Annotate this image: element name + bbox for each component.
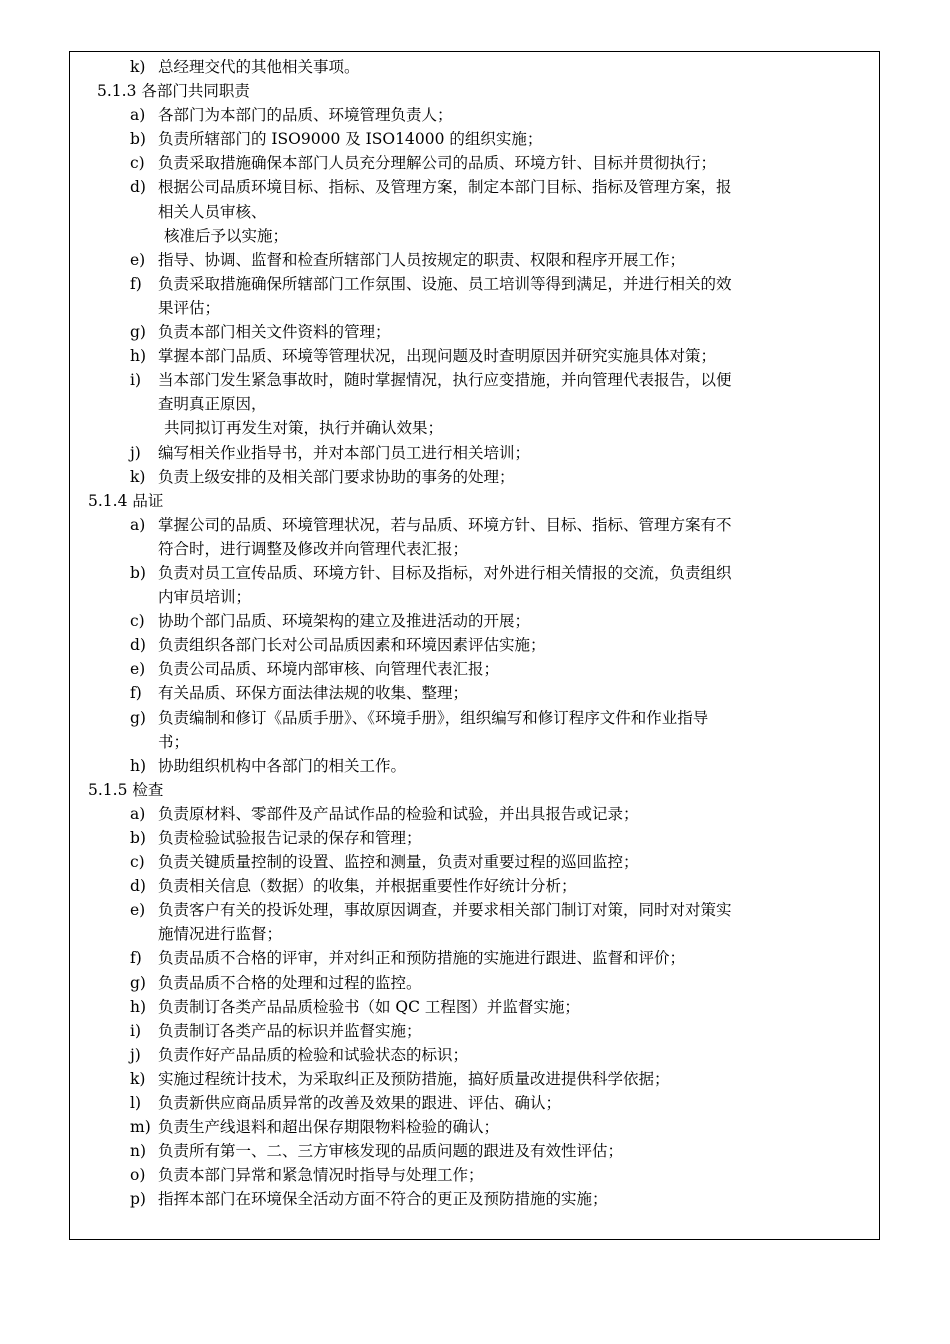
- item-marker: d): [130, 178, 146, 197]
- section-heading: [70, 489, 879, 513]
- item-marker: l): [130, 1094, 142, 1113]
- document-frame: [69, 51, 880, 1240]
- list-item: [70, 802, 879, 826]
- list-item: [70, 754, 879, 778]
- item-text: 负责上级安排的及相关部门要求协助的事务的处理；: [158, 467, 515, 486]
- list-item: [70, 151, 879, 175]
- item-continuation: [70, 224, 879, 248]
- continuation-text: 相关人员审核、: [158, 202, 267, 221]
- list-item: [70, 706, 879, 730]
- item-text: 负责相关信息（数据）的收集，并根据重要性作好统计分析；: [158, 877, 577, 896]
- continuation-text: 书；: [158, 732, 190, 751]
- item-text: 实施过程统计技术，为采取纠正及预防措施，搞好质量改进提供科学依据；: [158, 1069, 670, 1088]
- item-text: 指导、协调、监督和检查所辖部门人员按规定的职责、权限和程序开展工作；: [158, 250, 686, 269]
- item-marker: g): [130, 973, 146, 992]
- item-text: 负责所辖部门的 ISO9000 及 ISO14000 的组织实施；: [158, 130, 543, 149]
- list-item: [70, 609, 879, 633]
- item-text: 掌握本部门品质、环境等管理状况，出现问题及时查明原因并研究实施具体对策；: [158, 347, 717, 366]
- item-text: 协助组织机构中各部门的相关工作。: [158, 756, 407, 775]
- list-item: [70, 272, 879, 296]
- item-continuation: [70, 585, 879, 609]
- item-text: 负责制订各类产品的标识并监督实施；: [158, 1021, 422, 1040]
- item-marker: e): [130, 250, 146, 269]
- item-marker: f): [130, 684, 142, 703]
- section-heading-text: 5.1.3 各部门共同职责: [97, 82, 250, 101]
- list-item: [70, 633, 879, 657]
- item-text: 负责作好产品品质的检验和试验状态的标识；: [158, 1045, 469, 1064]
- item-text: 负责生产线退料和超出保存期限物料检验的确认；: [158, 1118, 500, 1137]
- item-marker: a): [130, 106, 146, 125]
- list-item: [70, 681, 879, 705]
- item-marker: e): [130, 901, 146, 920]
- item-marker: k): [130, 1069, 146, 1088]
- continuation-text: 施情况进行监督；: [158, 925, 283, 944]
- document-content: [70, 55, 879, 1212]
- item-text: 协助个部门品质、环境架构的建立及推进活动的开展；: [158, 612, 531, 631]
- list-item: [70, 368, 879, 392]
- list-item: [70, 1187, 879, 1211]
- item-continuation: [70, 537, 879, 561]
- item-marker: i): [130, 371, 142, 390]
- item-marker: g): [130, 323, 146, 342]
- list-item: [70, 320, 879, 344]
- continuation-text: 核准后予以实施；: [164, 226, 289, 245]
- continuation-text: 内审员培训；: [158, 588, 252, 607]
- item-text: 负责采取措施确保所辖部门工作氛围、设施、员工培训等得到满足，并进行相关的效: [158, 274, 732, 293]
- item-text: 掌握公司的品质、环境管理状况，若与品质、环境方针、目标、指标、管理方案有不: [158, 515, 732, 534]
- item-marker: k): [130, 58, 146, 76]
- list-item: [70, 441, 879, 465]
- item-text: 负责本部门相关文件资料的管理；: [158, 323, 391, 342]
- list-item: [70, 995, 879, 1019]
- item-text: 负责所有第一、二、三方审核发现的品质问题的跟进及有效性评估；: [158, 1142, 624, 1161]
- item-text: 负责组织各部门长对公司品质因素和环境因素评估实施；: [158, 636, 546, 655]
- item-marker: g): [130, 708, 146, 727]
- list-item: [70, 898, 879, 922]
- item-marker: c): [130, 154, 145, 173]
- item-marker: c): [130, 612, 145, 631]
- item-text: 各部门为本部门的品质、环境管理负责人；: [158, 106, 453, 125]
- item-text: 负责公司品质、环境内部审核、向管理代表汇报；: [158, 660, 500, 679]
- item-text: 编写相关作业指导书，并对本部门员工进行相关培训；: [158, 443, 531, 462]
- list-item: [70, 946, 879, 970]
- item-marker: b): [130, 130, 146, 149]
- item-marker: k): [130, 467, 146, 486]
- item-continuation: [70, 200, 879, 224]
- item-text: 总经理交代的其他相关事项。: [158, 58, 360, 76]
- item-text: 负责本部门异常和紧急情况时指导与处理工作；: [158, 1166, 484, 1185]
- list-item: [70, 175, 879, 199]
- item-text: 负责新供应商品质异常的改善及效果的跟进、评估、确认；: [158, 1094, 562, 1113]
- continuation-text: 符合时，进行调整及修改并向管理代表汇报；: [158, 539, 469, 558]
- item-text: 负责制订各类产品品质检验书（如 QC 工程图）并监督实施；: [158, 997, 580, 1016]
- item-text: 负责客户有关的投诉处理，事故原因调查，并要求相关部门制订对策，同时对对策实: [158, 901, 732, 920]
- list-item: [70, 513, 879, 537]
- item-marker: a): [130, 804, 146, 823]
- item-text: 有关品质、环保方面法律法规的收集、整理；: [158, 684, 469, 703]
- item-marker: f): [130, 274, 142, 293]
- item-marker: m): [130, 1118, 151, 1137]
- section-heading-text: 5.1.5 检查: [88, 780, 164, 799]
- list-item: [70, 1163, 879, 1187]
- list-item: [70, 561, 879, 585]
- list-item: [70, 55, 879, 79]
- list-item: [70, 1019, 879, 1043]
- item-text: 当本部门发生紧急事故时，随时掌握情况，执行应变措施，并向管理代表报告，以便: [158, 371, 732, 390]
- item-marker: f): [130, 949, 142, 968]
- item-marker: a): [130, 515, 146, 534]
- list-item: [70, 1139, 879, 1163]
- continuation-text: 查明真正原因，: [158, 395, 267, 414]
- item-marker: c): [130, 853, 145, 872]
- list-item: [70, 1115, 879, 1139]
- item-continuation: [70, 392, 879, 416]
- list-item: [70, 1067, 879, 1091]
- list-item: [70, 465, 879, 489]
- item-text: 负责品质不合格的评审，并对纠正和预防措施的实施进行跟进、监督和评价；: [158, 949, 686, 968]
- item-marker: o): [130, 1166, 146, 1185]
- item-text: 负责采取措施确保本部门人员充分理解公司的品质、环境方针、目标并贯彻执行；: [158, 154, 717, 173]
- item-text: 负责对员工宣传品质、环境方针、目标及指标，对外进行相关情报的交流，负责组织: [158, 563, 732, 582]
- item-continuation: [70, 730, 879, 754]
- item-continuation: [70, 416, 879, 440]
- list-item: [70, 248, 879, 272]
- item-text: 负责品质不合格的处理和过程的监控。: [158, 973, 422, 992]
- item-continuation: [70, 296, 879, 320]
- section-heading: [70, 79, 879, 103]
- item-marker: e): [130, 660, 146, 679]
- continuation-text: 共同拟订再发生对策，执行并确认效果；: [164, 419, 444, 438]
- item-text: 负责检验试验报告记录的保存和管理；: [158, 829, 422, 847]
- item-text: 负责编制和修订《品质手册》、《环境手册》，组织编写和修订程序文件和作业指导: [158, 708, 709, 727]
- continuation-text: 果评估；: [158, 298, 221, 317]
- list-item: [70, 1043, 879, 1067]
- item-continuation: [70, 922, 879, 946]
- list-item: [70, 850, 879, 874]
- list-item: [70, 344, 879, 368]
- item-marker: j): [130, 443, 141, 462]
- list-item: [70, 971, 879, 995]
- section-heading: [70, 778, 879, 802]
- item-marker: p): [130, 1190, 146, 1209]
- item-marker: h): [130, 347, 147, 366]
- item-marker: b): [130, 829, 146, 847]
- section-heading-text: 5.1.4 品证: [88, 491, 164, 510]
- item-marker: h): [130, 756, 147, 775]
- list-item: [70, 874, 879, 898]
- list-item: [70, 127, 879, 151]
- item-text: 根据公司品质环境目标、指标、及管理方案，制定本部门目标、指标及管理方案，报: [158, 178, 732, 197]
- item-marker: n): [130, 1142, 147, 1161]
- item-marker: d): [130, 636, 146, 655]
- item-text: 负责原材料、零部件及产品试作品的检验和试验，并出具报告或记录；: [158, 804, 639, 823]
- list-item: [70, 103, 879, 127]
- item-marker: d): [130, 877, 146, 896]
- list-item: [70, 657, 879, 681]
- item-marker: i): [130, 1021, 142, 1040]
- item-text: 指挥本部门在环境保全活动方面不符合的更正及预防措施的实施；: [158, 1190, 608, 1209]
- list-item: [70, 826, 879, 850]
- item-text: 负责关键质量控制的设置、监控和测量，负责对重要过程的巡回监控；: [158, 853, 639, 872]
- list-item: [70, 1091, 879, 1115]
- item-marker: b): [130, 563, 146, 582]
- item-marker: j): [130, 1045, 141, 1064]
- item-marker: h): [130, 997, 147, 1016]
